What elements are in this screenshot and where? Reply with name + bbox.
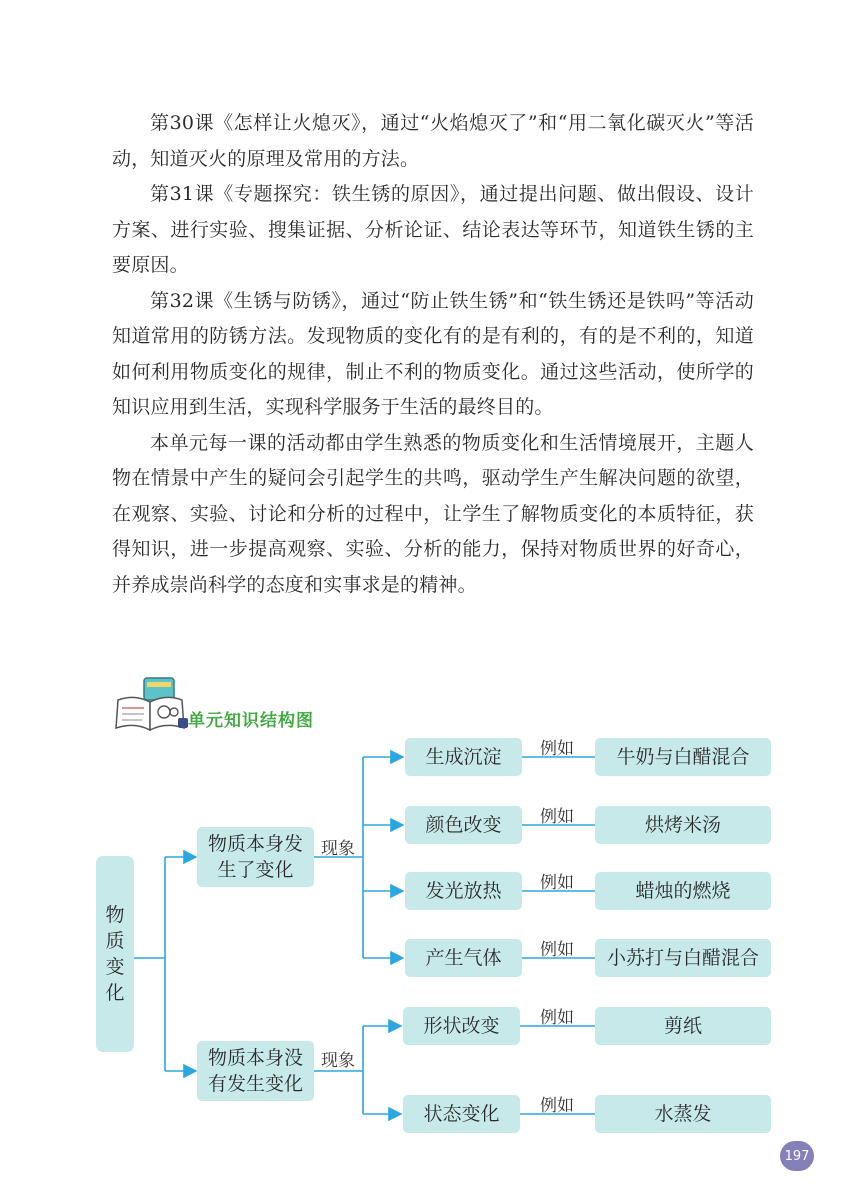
example-label: 例如 — [540, 1096, 574, 1116]
phenomenon-node: 状态变化 — [403, 1095, 520, 1133]
branch-node-unchanged — [197, 1041, 314, 1101]
example-label: 例如 — [540, 940, 574, 960]
example-node: 牛奶与白醋混合 — [595, 738, 771, 776]
edge-label: 现象 — [321, 1051, 355, 1071]
branch-label: 物质本身没有发生变化 — [207, 1047, 303, 1095]
paragraph: 本单元每一课的活动都由学生熟悉的物质变化和生活情境展开，主题人物在情景中产生的疑问会引起学生的共鸣，驱动学生产生解决问题的欲望，在观察、实验、讨论和分析的过程中，让学生了解物质变化的本质特征，获得知识，进一步提高观察、实验、分析的能力，保持对物质世界的好奇心，并养成崇尚科学的态度和实事求是的精神。 — [112, 431, 754, 596]
example-label: 例如 — [540, 1008, 574, 1028]
paragraph: 第32课《生锈与防锈》，通过“防止铁生锈”和“铁生锈还是铁吗”等活动知道常用的防锈方法。发现物质的变化有的是有利的，有的是不利的，知道如何利用物质变化的规律，制止不利的物质变化。通过这些活动，使所学的知识应用到生活，实现科学服务于生活的最终目的。 — [112, 289, 754, 418]
phenomenon-node: 颜色改变 — [405, 806, 522, 844]
example-label: 例如 — [540, 739, 574, 759]
example-label: 例如 — [540, 873, 574, 893]
example-label: 例如 — [540, 807, 574, 827]
phenomenon-node: 发光放热 — [405, 872, 522, 910]
example-node: 剪纸 — [595, 1007, 771, 1045]
example-node: 小苏打与白醋混合 — [595, 939, 771, 977]
paragraph: 第31课《专题探究：铁生锈的原因》，通过提出问题、做出假设、设计方案、进行实验、搜集证据、分析论证、结论表达等环节，知道铁生锈的主要原因。 — [112, 183, 754, 276]
edge-label: 现象 — [321, 839, 355, 859]
example-node: 蜡烛的燃烧 — [595, 872, 771, 910]
phenomenon-node: 形状改变 — [403, 1007, 520, 1045]
example-node: 水蒸发 — [595, 1095, 771, 1133]
root-label: 物质变化 — [105, 904, 125, 1004]
example-node: 烘烤米汤 — [595, 806, 771, 844]
paragraph: 第30课《怎样让火熄灭》，通过“火焰熄灭了”和“用二氧化碳灭火”等活动，知道灭火的原理及常用的方法。 — [112, 112, 754, 170]
phenomenon-node: 生成沉淀 — [405, 738, 522, 776]
section-title: 单元知识结构图 — [188, 711, 314, 731]
page-number-badge: 197 — [780, 1141, 814, 1171]
phenomenon-node: 产生气体 — [405, 939, 522, 977]
branch-node-changed — [197, 827, 314, 887]
branch-label: 物质本身发生了变化 — [207, 833, 303, 881]
root-node — [96, 856, 134, 1052]
